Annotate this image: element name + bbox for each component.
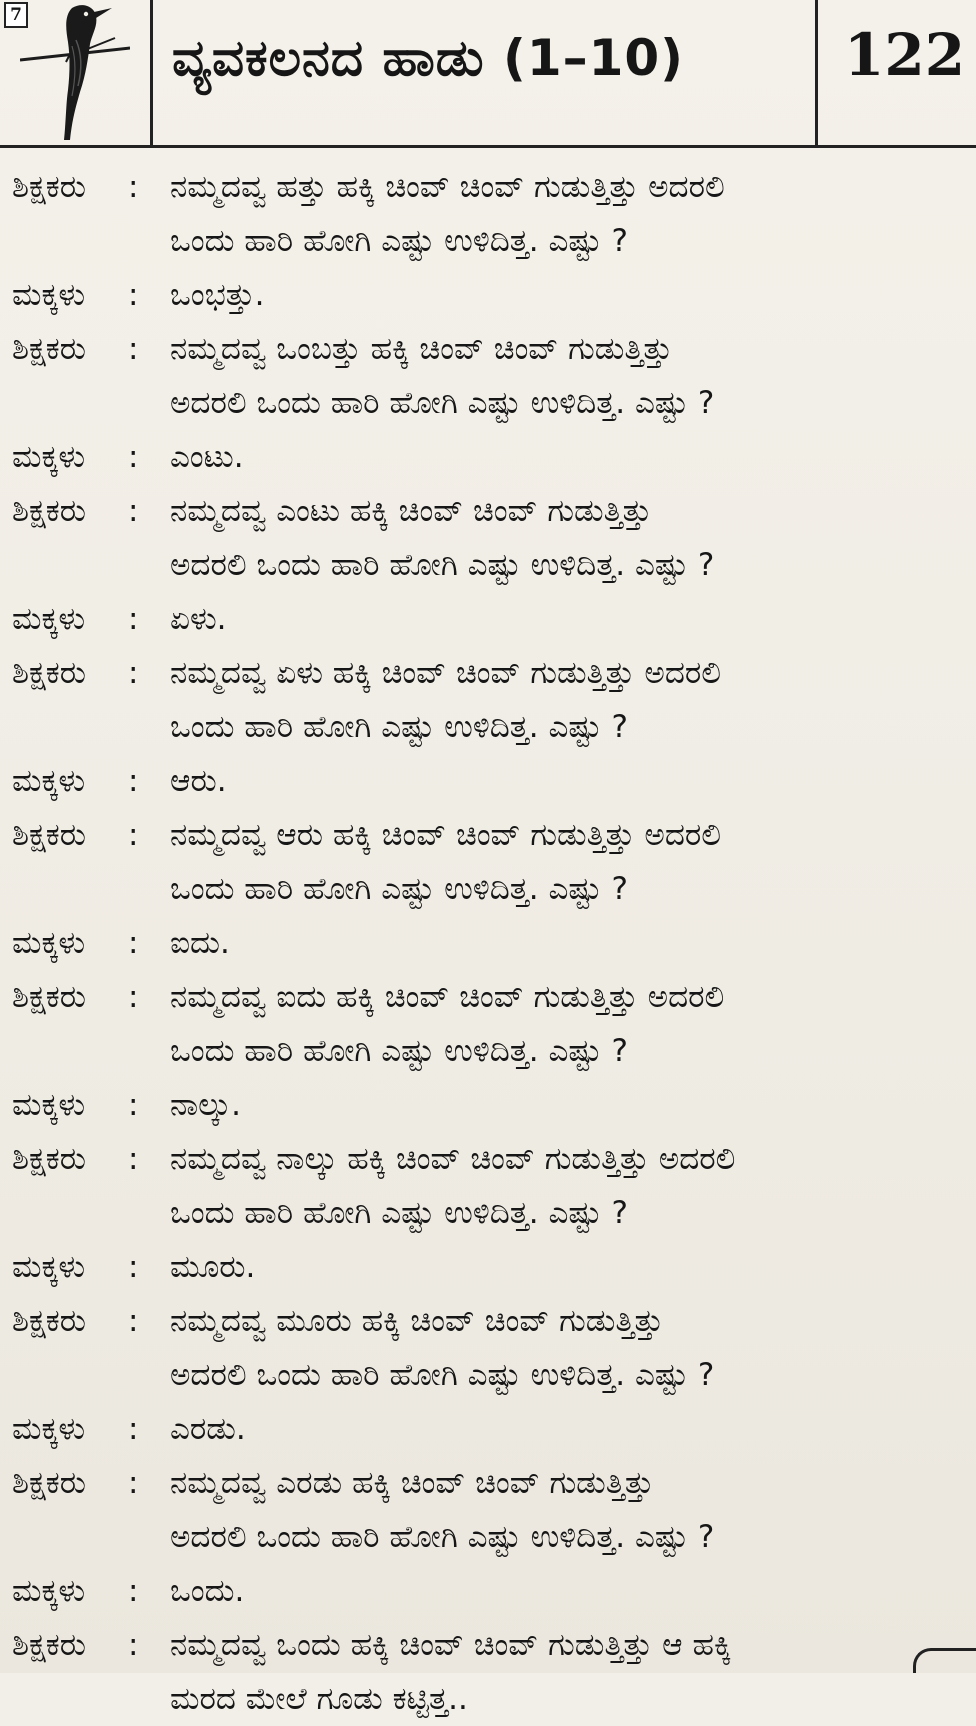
dialogue-text: ಒಂದು ಹಾರಿ ಹೋಗಿ ಎಷ್ಟು ಉಳಿದಿತ್ತ. ಎಷ್ಟು ?: [170, 871, 628, 907]
speaker-label: ಶಿಕ್ಷಕರು: [12, 1303, 86, 1339]
page-header: [0, 0, 976, 148]
dialogue: [0, 160, 976, 1726]
speaker-colon: :: [128, 601, 139, 637]
dialogue-text: ನಮ್ಮದವ್ವ ಒಂಬತ್ತು ಹಕ್ಕಿ ಚಿಂವ್ ಚಿಂವ್ ಗುಡುತ್ತಿತ್ತು: [170, 331, 673, 367]
speaker-colon: :: [128, 655, 139, 691]
dialogue-text: ನಮ್ಮದವ್ವ ಎಂಟು ಹಕ್ಕಿ ಚಿಂವ್ ಚಿಂವ್ ಗುಡುತ್ತಿತ್ತು: [170, 493, 652, 529]
speaker-colon: :: [128, 1141, 139, 1177]
dialogue-text: ನಮ್ಮದವ್ವ ಐದು ಹಕ್ಕಿ ಚಿಂವ್ ಚಿಂವ್ ಗುಡುತ್ತಿತ್ತು ಅದರಲಿ: [170, 979, 725, 1015]
dialogue-line: [0, 1510, 976, 1564]
dialogue-line: [0, 646, 976, 700]
dialogue-text: ಅದರಲಿ ಒಂದು ಹಾರಿ ಹೋಗಿ ಎಷ್ಟು ಉಳಿದಿತ್ತ. ಎಷ್ಟು ?: [170, 1519, 715, 1555]
dialogue-line: [0, 1348, 976, 1402]
dialogue-line: [0, 160, 976, 214]
speaker-colon: :: [128, 1087, 139, 1123]
dialogue-text: ಒಂಭತ್ತು.: [170, 277, 265, 313]
dialogue-text: ಒಂದು ಹಾರಿ ಹೋಗಿ ಎಷ್ಟು ಉಳಿದಿತ್ತ. ಎಷ್ಟು ?: [170, 1195, 628, 1231]
dialogue-line: [0, 754, 976, 808]
dialogue-line: [0, 1078, 976, 1132]
dialogue-line: [0, 1132, 976, 1186]
speaker-label: ಮಕ್ಕಳು: [12, 1249, 86, 1285]
speaker-colon: :: [128, 277, 139, 313]
speaker-label: ಮಕ್ಕಳು: [12, 277, 86, 313]
dialogue-text: ಏಳು.: [170, 601, 227, 637]
dialogue-text: ನಾಲ್ಕು.: [170, 1087, 241, 1123]
speaker-label: ಮಕ್ಕಳು: [12, 1573, 86, 1609]
dialogue-line: [0, 484, 976, 538]
dialogue-text: ನಮ್ಮದವ್ವ ಎರಡು ಹಕ್ಕಿ ಚಿಂವ್ ಚಿಂವ್ ಗುಡುತ್ತಿತ್ತು: [170, 1465, 654, 1501]
dialogue-line: [0, 1456, 976, 1510]
dialogue-text: ಅದರಲಿ ಒಂದು ಹಾರಿ ಹೋಗಿ ಎಷ್ಟು ಉಳಿದಿತ್ತ. ಎಷ್ಟು ?: [170, 1357, 715, 1393]
dialogue-text: ಒಂದು ಹಾರಿ ಹೋಗಿ ಎಷ್ಟು ಉಳಿದಿತ್ತ. ಎಷ್ಟು ?: [170, 223, 628, 259]
speaker-label: ಶಿಕ್ಷಕರು: [12, 169, 86, 205]
dialogue-text: ನಮ್ಮದವ್ವ ಹತ್ತು ಹಕ್ಕಿ ಚಿಂವ್ ಚಿಂವ್ ಗುಡುತ್ತಿತ್ತು ಅದರಲಿ: [170, 169, 725, 205]
speaker-colon: :: [128, 1411, 139, 1447]
dialogue-line: [0, 214, 976, 268]
dialogue-line: [0, 700, 976, 754]
speaker-colon: :: [128, 439, 139, 475]
speaker-label: ಶಿಕ್ಷಕರು: [12, 493, 86, 529]
dialogue-text: ನಮ್ಮದವ್ವ ಮೂರು ಹಕ್ಕಿ ಚಿಂವ್ ಚಿಂವ್ ಗುಡುತ್ತಿತ್ತು: [170, 1303, 664, 1339]
dialogue-text: ಐದು.: [170, 925, 230, 961]
dialogue-line: [0, 862, 976, 916]
dialogue-text: ಅದರಲಿ ಒಂದು ಹಾರಿ ಹೋಗಿ ಎಷ್ಟು ಉಳಿದಿತ್ತ. ಎಷ್ಟು ?: [170, 385, 715, 421]
speaker-label: ಶಿಕ್ಷಕರು: [12, 979, 86, 1015]
dialogue-text: ನಮ್ಮದವ್ವ ಏಳು ಹಕ್ಕಿ ಚಿಂವ್ ಚಿಂವ್ ಗುಡುತ್ತಿತ್ತು ಅದರಲಿ: [170, 655, 721, 691]
speaker-label: ಶಿಕ್ಷಕರು: [12, 1627, 86, 1663]
speaker-colon: :: [128, 1465, 139, 1501]
speaker-label: ಶಿಕ್ಷಕರು: [12, 1141, 86, 1177]
speaker-colon: :: [128, 925, 139, 961]
dialogue-line: [0, 1240, 976, 1294]
speaker-colon: :: [128, 763, 139, 799]
page-title: ವ್ಯವಕಲನದ ಹಾಡು (1–10): [172, 29, 685, 87]
dialogue-text: ನಮ್ಮದವ್ವ ನಾಲ್ಕು ಹಕ್ಕಿ ಚಿಂವ್ ಚಿಂವ್ ಗುಡುತ್ತಿತ್ತು ಅದರಲಿ: [170, 1141, 736, 1177]
dialogue-text: ಒಂದು.: [170, 1573, 245, 1609]
bird-icon: [20, 0, 130, 145]
speaker-label: ಮಕ್ಕಳು: [12, 1087, 86, 1123]
corner-mark: [913, 1648, 976, 1673]
dialogue-text: ನಮ್ಮದವ್ವ ಆರು ಹಕ್ಕಿ ಚಿಂವ್ ಚಿಂವ್ ಗುಡುತ್ತಿತ್ತು ಅದರಲಿ: [170, 817, 722, 853]
speaker-label: ಶಿಕ್ಷಕರು: [12, 817, 86, 853]
dialogue-text: ಆರು.: [170, 763, 227, 799]
dialogue-line: [0, 538, 976, 592]
dialogue-text: ಅದರಲಿ ಒಂದು ಹಾರಿ ಹೋಗಿ ಎಷ್ಟು ಉಳಿದಿತ್ತ. ಎಷ್ಟು ?: [170, 547, 715, 583]
dialogue-line: [0, 322, 976, 376]
speaker-colon: :: [128, 493, 139, 529]
speaker-colon: :: [128, 169, 139, 205]
dialogue-text: ಎರಡು.: [170, 1411, 246, 1447]
speaker-label: ಶಿಕ್ಷಕರು: [12, 655, 86, 691]
speaker-label: ಮಕ್ಕಳು: [12, 763, 86, 799]
lesson-number: 7: [4, 2, 28, 28]
speaker-colon: :: [128, 1627, 139, 1663]
speaker-label: ಮಕ್ಕಳು: [12, 439, 86, 475]
dialogue-text: ಮೂರು.: [170, 1249, 256, 1285]
speaker-colon: :: [128, 817, 139, 853]
dialogue-line: [0, 430, 976, 484]
dialogue-line: [0, 592, 976, 646]
speaker-label: ಮಕ್ಕಳು: [12, 1411, 86, 1447]
speaker-label: ಶಿಕ್ಷಕರು: [12, 331, 86, 367]
dialogue-line: [0, 1618, 976, 1672]
dialogue-line: [0, 1186, 976, 1240]
dialogue-line: [0, 1294, 976, 1348]
dialogue-line: [0, 970, 976, 1024]
speaker-colon: :: [128, 1573, 139, 1609]
speaker-label: ಶಿಕ್ಷಕರು: [12, 1465, 86, 1501]
dialogue-line: [0, 1564, 976, 1618]
dialogue-line: [0, 1672, 976, 1726]
speaker-label: ಮಕ್ಕಳು: [12, 601, 86, 637]
dialogue-line: [0, 1024, 976, 1078]
speaker-colon: :: [128, 1249, 139, 1285]
dialogue-line: [0, 268, 976, 322]
dialogue-line: [0, 1402, 976, 1456]
dialogue-line: [0, 916, 976, 970]
dialogue-text: ಒಂದು ಹಾರಿ ಹೋಗಿ ಎಷ್ಟು ಉಳಿದಿತ್ತ. ಎಷ್ಟು ?: [170, 709, 628, 745]
dialogue-line: [0, 376, 976, 430]
song-number-box: [815, 0, 976, 145]
dialogue-text: ಒಂದು ಹಾರಿ ಹೋಗಿ ಎಷ್ಟು ಉಳಿದಿತ್ತ. ಎಷ್ಟು ?: [170, 1033, 628, 1069]
dialogue-text: ಮರದ ಮೇಲೆ ಗೂಡು ಕಟ್ಟಿತ್ತ..: [170, 1681, 468, 1717]
speaker-colon: :: [128, 331, 139, 367]
dialogue-text: ನಮ್ಮದವ್ವ ಒಂದು ಹಕ್ಕಿ ಚಿಂವ್ ಚಿಂವ್ ಗುಡುತ್ತಿತ್ತು ಆ ಹಕ್ಕಿ: [170, 1627, 732, 1663]
speaker-colon: :: [128, 979, 139, 1015]
speaker-label: ಮಕ್ಕಳು: [12, 925, 86, 961]
speaker-colon: :: [128, 1303, 139, 1339]
dialogue-line: [0, 808, 976, 862]
dialogue-text: ಎಂಟು.: [170, 439, 244, 475]
song-number: 122: [844, 21, 966, 89]
